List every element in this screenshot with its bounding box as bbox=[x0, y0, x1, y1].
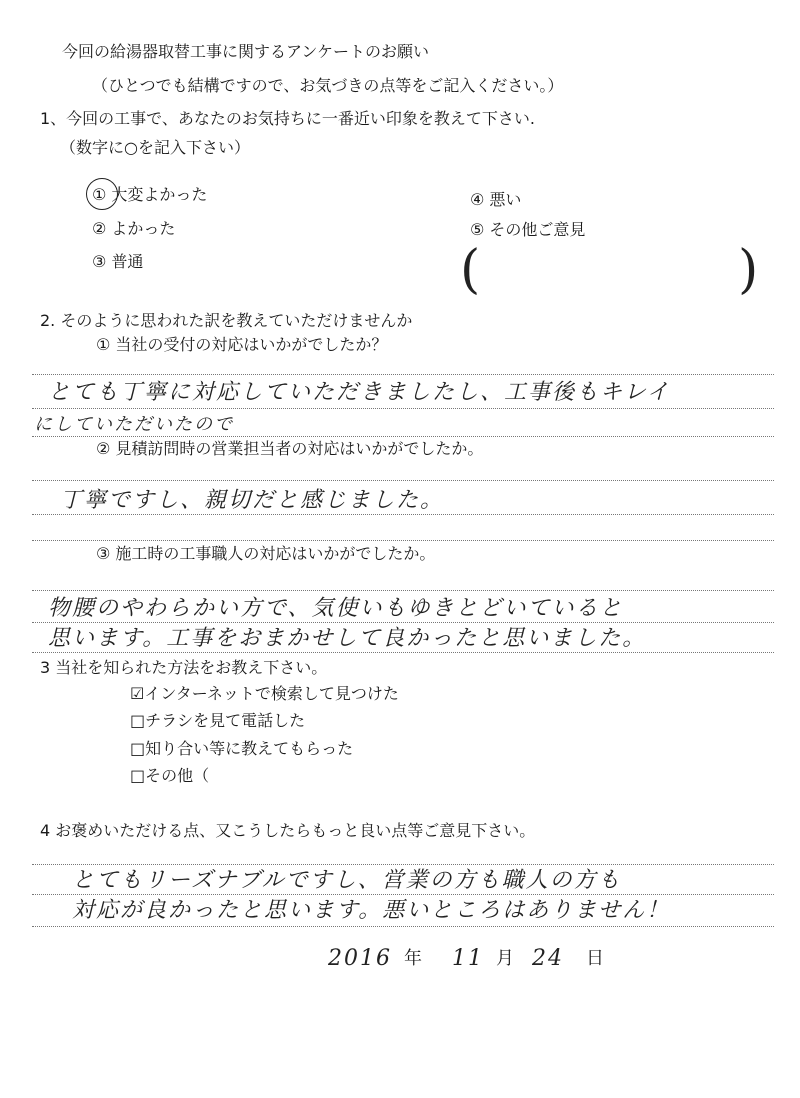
q1-question: 1、今回の工事で、あなたのお気持ちに一番近い印象を教えて下さい. bbox=[40, 109, 535, 128]
q1-option-1[interactable]: ① 大変よかった bbox=[92, 185, 208, 204]
q2-sub3: ③ 施工時の工事職人の対応はいかがでしたか。 bbox=[96, 544, 436, 563]
answer-rule bbox=[32, 374, 774, 375]
date-year-label: 年 bbox=[404, 948, 422, 969]
q2-answer3-line1: 物腰のやわらかい方で、気使いもゆきとどいていると bbox=[48, 596, 624, 621]
answer-rule bbox=[32, 514, 774, 515]
q1-option-3[interactable]: ③ 普通 bbox=[92, 252, 144, 271]
answer-rule bbox=[32, 436, 774, 437]
date-day-label: 日 bbox=[586, 948, 604, 969]
q2-answer3-line2: 思います。工事をおまかせして良かったと思いました。 bbox=[48, 626, 647, 651]
date-year: 2016 bbox=[328, 946, 392, 971]
q1-option-4[interactable]: ④ 悪い bbox=[470, 190, 522, 209]
q1-option-2[interactable]: ② よかった bbox=[92, 219, 176, 238]
q2-answer2: 丁寧ですし、親切だと感じました。 bbox=[60, 488, 445, 513]
q2-sub2: ② 見積訪問時の営業担当者の対応はいかがでしたか。 bbox=[96, 439, 484, 458]
date-month: 11 bbox=[452, 946, 484, 971]
survey-title: 今回の給湯器取替工事に関するアンケートのお願い bbox=[62, 42, 430, 61]
q2-answer1-line2: にしていただいたので bbox=[34, 414, 234, 435]
survey-subtitle: （ひとつでも結構ですので、お気づきの点等をご記入ください。） bbox=[92, 76, 564, 95]
answer-rule bbox=[32, 926, 774, 927]
q1-option-5[interactable]: ⑤ その他ご意見 bbox=[470, 220, 586, 239]
answer-rule bbox=[32, 864, 774, 865]
q3-option-flyer[interactable]: □チラシを見て電話した bbox=[130, 711, 306, 730]
q1-note: （数字に○を記入下さい） bbox=[60, 138, 250, 157]
q2-sub1: ① 当社の受付の対応はいかがでしたか？ bbox=[96, 335, 388, 354]
answer-rule bbox=[32, 622, 774, 623]
answer-rule bbox=[32, 652, 774, 653]
answer-rule bbox=[32, 408, 774, 409]
q4-question: 4 お褒めいただける点、又こうしたらもっと良い点等ご意見下さい。 bbox=[40, 821, 536, 840]
date-month-label: 月 bbox=[496, 948, 514, 969]
q1-other-paren-open: ( bbox=[460, 240, 481, 300]
q4-answer-line1: とてもリーズナブルですし、営業の方も職人の方も bbox=[72, 868, 622, 893]
answer-rule bbox=[32, 540, 774, 541]
q2-question: 2. そのように思われた訳を教えていただけませんか bbox=[40, 311, 413, 330]
answer-rule bbox=[32, 480, 774, 481]
q2-answer1-line1: とても丁寧に対応していただきましたし、工事後もキレイ bbox=[48, 380, 671, 405]
q3-option-internet[interactable]: ☑インターネットで検索して見つけた bbox=[130, 684, 399, 703]
q3-option-other[interactable]: □その他（ bbox=[130, 766, 210, 785]
answer-rule bbox=[32, 590, 774, 591]
q3-option-acquaintance[interactable]: □知り合い等に教えてもらった bbox=[130, 739, 354, 758]
q3-question: 3 当社を知られた方法をお教え下さい。 bbox=[40, 658, 328, 677]
q4-answer-line2: 対応が良かったと思います。悪いところはありません！ bbox=[72, 898, 671, 923]
answer-rule bbox=[32, 894, 774, 895]
q1-other-paren-close: ) bbox=[738, 240, 759, 300]
date-day: 24 bbox=[532, 946, 564, 971]
